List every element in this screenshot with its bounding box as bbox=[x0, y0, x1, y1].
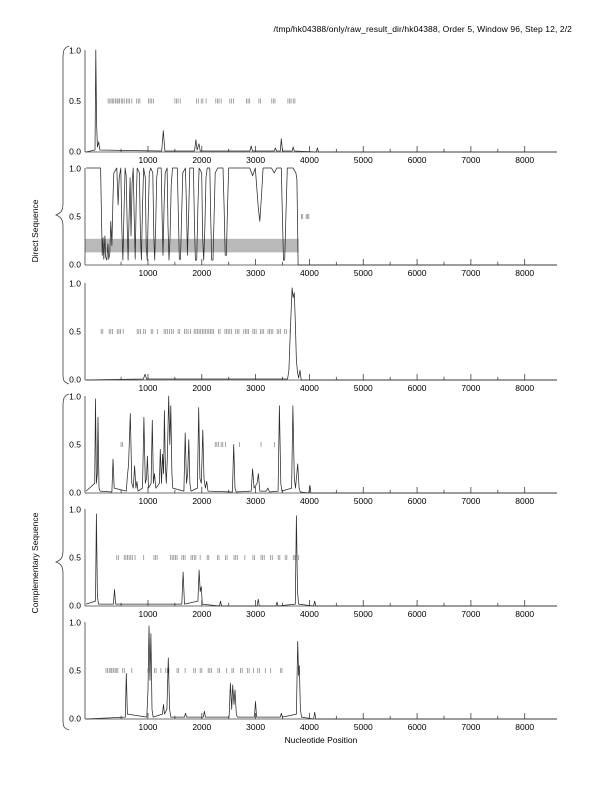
panel-2-threshold-band bbox=[85, 239, 299, 253]
panel-5-y-tick-label: 0.5 bbox=[69, 552, 81, 563]
panel-6-x-tick-label: 4000 bbox=[299, 722, 319, 732]
panel-2-y-tick-label: 0.5 bbox=[69, 211, 81, 222]
panel-3-y-tick-label: 1.0 bbox=[69, 278, 81, 289]
panel-4-complementary bbox=[69, 392, 557, 507]
panel-1-x-tick-label: 4000 bbox=[299, 155, 319, 165]
panel-1-x-tick-label: 2000 bbox=[192, 155, 212, 165]
panel-6-complementary bbox=[69, 618, 557, 733]
plot-title: /tmp/hk04388/only/raw_result_dir/hk04388, Order 5, Window 96, Step 12, 2/2 bbox=[273, 24, 572, 34]
panel-1-direct bbox=[69, 46, 557, 166]
panel-6-x-tick-label: 7000 bbox=[461, 722, 481, 732]
panel-5-x-tick-label: 6000 bbox=[407, 609, 427, 619]
panel-6-x-tick-label: 6000 bbox=[407, 722, 427, 732]
panel-2-x-tick-label: 3000 bbox=[246, 268, 266, 278]
panel-4-y-tick-label: 0.0 bbox=[69, 487, 81, 498]
panel-5-x-tick-label: 2000 bbox=[192, 609, 212, 619]
panel-1-x-tick-label: 3000 bbox=[246, 155, 266, 165]
panel-5-complementary bbox=[69, 505, 557, 620]
panel-4-x-tick-label: 8000 bbox=[515, 496, 535, 506]
panel-2-x-tick-label: 7000 bbox=[461, 268, 481, 278]
panel-2-x-tick-label: 6000 bbox=[407, 268, 427, 278]
panel-3-curve bbox=[86, 288, 557, 380]
panel-3-x-tick-label: 7000 bbox=[461, 383, 481, 393]
panel-6-y-tick-label: 0.5 bbox=[69, 665, 81, 676]
panel-4-x-tick-label: 4000 bbox=[299, 496, 319, 506]
panel-2-y-tick-label: 1.0 bbox=[69, 163, 81, 174]
panel-2-direct bbox=[69, 164, 557, 279]
panel-4-x-tick-label: 3000 bbox=[246, 496, 266, 506]
panel-2-x-tick-label: 2000 bbox=[192, 268, 212, 278]
panel-6-y-tick-label: 0.0 bbox=[69, 713, 81, 724]
panel-3-y-tick-label: 0.5 bbox=[69, 326, 81, 337]
panel-3-y-tick-label: 0.0 bbox=[69, 374, 81, 385]
direct-group-brace bbox=[56, 46, 69, 384]
panel-4-curve bbox=[86, 396, 557, 493]
panel-3-x-tick-label: 8000 bbox=[515, 383, 535, 393]
panel-2-x-tick-label: 1000 bbox=[138, 268, 158, 278]
panel-2-x-tick-label: 5000 bbox=[353, 268, 373, 278]
panel-5-y-tick-label: 1.0 bbox=[69, 504, 81, 515]
panel-6-x-tick-label: 5000 bbox=[353, 722, 373, 732]
panel-1-y-tick-label: 1.0 bbox=[69, 45, 81, 56]
panel-3-x-tick-label: 4000 bbox=[299, 383, 319, 393]
panel-6-x-tick-label: 1000 bbox=[138, 722, 158, 732]
panel-3-x-tick-label: 3000 bbox=[246, 383, 266, 393]
panel-4-x-tick-label: 6000 bbox=[407, 496, 427, 506]
panel-3-x-tick-label: 1000 bbox=[138, 383, 158, 393]
panel-1-x-tick-label: 6000 bbox=[407, 155, 427, 165]
panel-4-x-tick-label: 5000 bbox=[353, 496, 373, 506]
panel-5-x-tick-label: 1000 bbox=[138, 609, 158, 619]
panel-4-x-tick-label: 7000 bbox=[461, 496, 481, 506]
panel-4-y-tick-label: 0.5 bbox=[69, 439, 81, 450]
panel-1-x-tick-label: 1000 bbox=[138, 155, 158, 165]
direct-sequence-label: Direct Sequence bbox=[30, 199, 40, 263]
panel-6-curve bbox=[86, 626, 557, 719]
panel-1-x-tick-label: 5000 bbox=[353, 155, 373, 165]
panel-1-curve bbox=[86, 50, 557, 152]
panel-6-x-tick-label: 2000 bbox=[192, 722, 212, 732]
panel-5-x-tick-label: 4000 bbox=[299, 609, 319, 619]
x-axis-title: Nucleotide Position bbox=[284, 735, 358, 745]
panel-1-y-tick-label: 0.5 bbox=[69, 96, 81, 106]
panel-6-y-tick-label: 1.0 bbox=[69, 617, 81, 628]
panel-1-x-tick-label: 7000 bbox=[461, 155, 481, 165]
panel-3-direct bbox=[69, 279, 557, 394]
panel-3-x-tick-label: 5000 bbox=[353, 383, 373, 393]
panel-3-x-tick-label: 2000 bbox=[192, 383, 212, 393]
complementary-group-brace bbox=[56, 394, 69, 730]
panel-2-x-tick-label: 4000 bbox=[299, 268, 319, 278]
panel-6-x-tick-label: 8000 bbox=[515, 722, 535, 732]
panel-4-x-tick-label: 1000 bbox=[138, 496, 158, 506]
panel-2-y-tick-label: 0.0 bbox=[69, 259, 81, 270]
panel-1-y-tick-label: 0.0 bbox=[69, 146, 81, 157]
panel-2-x-tick-label: 8000 bbox=[515, 268, 535, 278]
panel-6-x-tick-label: 3000 bbox=[246, 722, 266, 732]
panel-1-x-tick-label: 8000 bbox=[515, 155, 535, 165]
panel-5-x-tick-label: 3000 bbox=[246, 609, 266, 619]
panel-5-x-tick-label: 7000 bbox=[461, 609, 481, 619]
panel-4-y-tick-label: 1.0 bbox=[69, 391, 81, 402]
panel-3-x-tick-label: 6000 bbox=[407, 383, 427, 393]
panel-5-x-tick-label: 5000 bbox=[353, 609, 373, 619]
complementary-sequence-label: Complementary Sequence bbox=[30, 512, 40, 614]
panel-5-y-tick-label: 0.0 bbox=[69, 600, 81, 611]
panel-5-x-tick-label: 8000 bbox=[515, 609, 535, 619]
panel-4-x-tick-label: 2000 bbox=[192, 496, 212, 506]
